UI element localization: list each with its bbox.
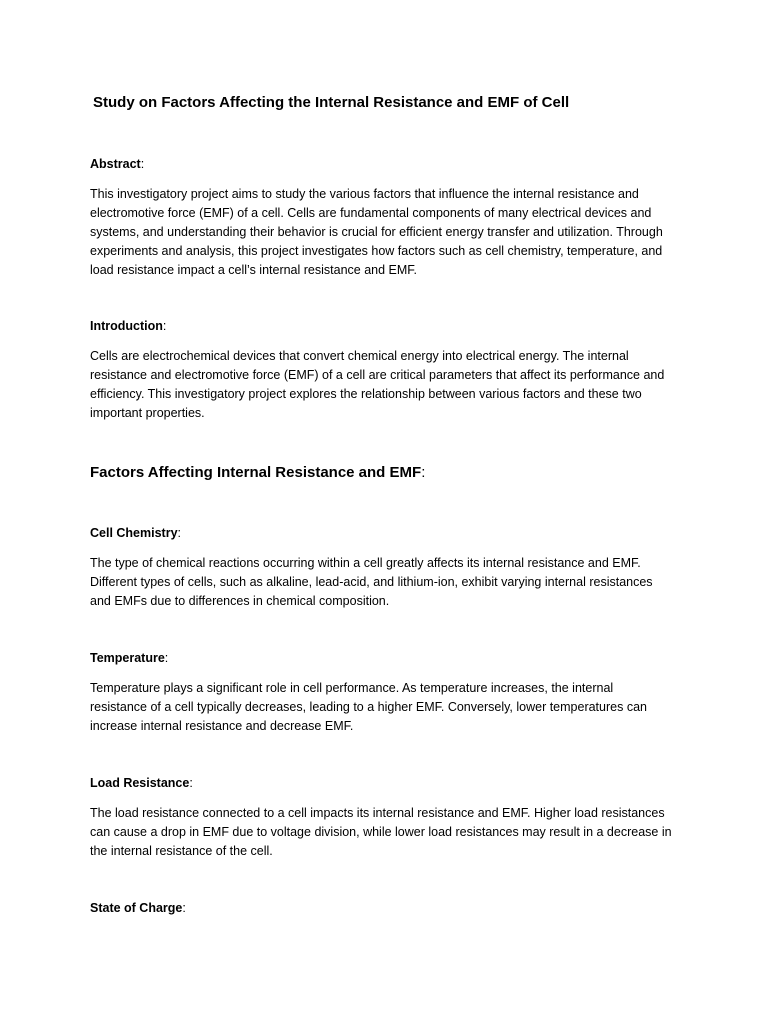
- factors-heading: [90, 464, 425, 481]
- temperature-heading: [90, 651, 168, 665]
- state-of-charge-heading-colon: :: [182, 901, 186, 915]
- abstract-line: This investigatory project aims to study the various factors that influence the internal resistance and: [90, 187, 639, 201]
- load-resistance-heading-colon: :: [189, 776, 193, 790]
- cell-chemistry-heading-colon: :: [177, 526, 182, 540]
- temperature-line: increase internal resistance and decrease EMF.: [90, 719, 354, 733]
- temperature-paragraph: [90, 679, 690, 736]
- abstract-heading: [90, 157, 144, 171]
- temperature-line: Temperature plays a significant role in cell performance. As temperature increases, the internal: [90, 681, 614, 695]
- temperature-heading-text: Temperature: [90, 651, 165, 665]
- cell-chemistry-line: Different types of cells, such as alkaline, lead-acid, and lithium-ion, exhibit varying internal resistances: [90, 575, 653, 589]
- load-resistance-paragraph: [90, 804, 690, 861]
- abstract-line: load resistance impact a cell’s internal resistance and EMF.: [90, 263, 418, 277]
- factors-heading-text: Factors Affecting Internal Resistance and EMF: [90, 464, 422, 481]
- temperature-heading-colon: :: [164, 651, 169, 665]
- temperature-line: resistance of a cell typically decreases, leading to a higher EMF. Conversely, lower temperatures can: [90, 700, 647, 714]
- introduction-heading-text: Introduction: [90, 319, 163, 333]
- abstract-line: electromotive force (EMF) of a cell. Cells are fundamental components of many electrical devices and: [90, 206, 652, 220]
- introduction-line: efficiency. This investigatory project explores the relationship between various factors and these two: [90, 387, 642, 401]
- load-resistance-line: the internal resistance of the cell.: [90, 844, 273, 858]
- abstract-line: systems, and understanding their behavior is crucial for efficient energy transfer and utilization. Through: [90, 225, 663, 239]
- state-of-charge-heading: [90, 901, 186, 915]
- load-resistance-line: can cause a drop in EMF due to voltage division, while lower load resistances may result in a decrease in: [90, 825, 672, 839]
- document-title: Study on Factors Affecting the Internal Resistance and EMF of Cell: [93, 94, 570, 111]
- load-resistance-line: The load resistance connected to a cell impacts its internal resistance and EMF. Higher load resistances: [90, 806, 665, 820]
- state-of-charge-heading-text: State of Charge: [90, 901, 183, 915]
- cell-chemistry-heading-text: Cell Chemistry: [90, 526, 178, 540]
- cell-chemistry-paragraph: [90, 554, 690, 611]
- load-resistance-heading: [90, 776, 193, 790]
- abstract-heading-colon: :: [140, 157, 145, 171]
- introduction-line: important properties.: [90, 406, 205, 420]
- load-resistance-heading-text: Load Resistance: [90, 776, 190, 790]
- abstract-heading-text: Abstract: [90, 157, 141, 171]
- introduction-paragraph: [90, 347, 690, 423]
- abstract-line: experiments and analysis, this project investigates how factors such as cell chemistry, temperature, and: [90, 244, 663, 258]
- introduction-heading: [90, 319, 166, 333]
- abstract-paragraph: [90, 185, 690, 280]
- cell-chemistry-line: The type of chemical reactions occurring within a cell greatly affects its internal resistance and EMF.: [90, 556, 641, 570]
- introduction-line: Cells are electrochemical devices that convert chemical energy into electrical energy. The internal: [90, 349, 629, 363]
- factors-heading-colon: :: [421, 464, 426, 481]
- cell-chemistry-heading: [90, 526, 181, 540]
- introduction-heading-colon: :: [162, 319, 167, 333]
- cell-chemistry-line: and EMFs due to differences in chemical composition.: [90, 594, 390, 608]
- introduction-line: resistance and electromotive force (EMF) of a cell are critical parameters that affect its performance and: [90, 368, 665, 382]
